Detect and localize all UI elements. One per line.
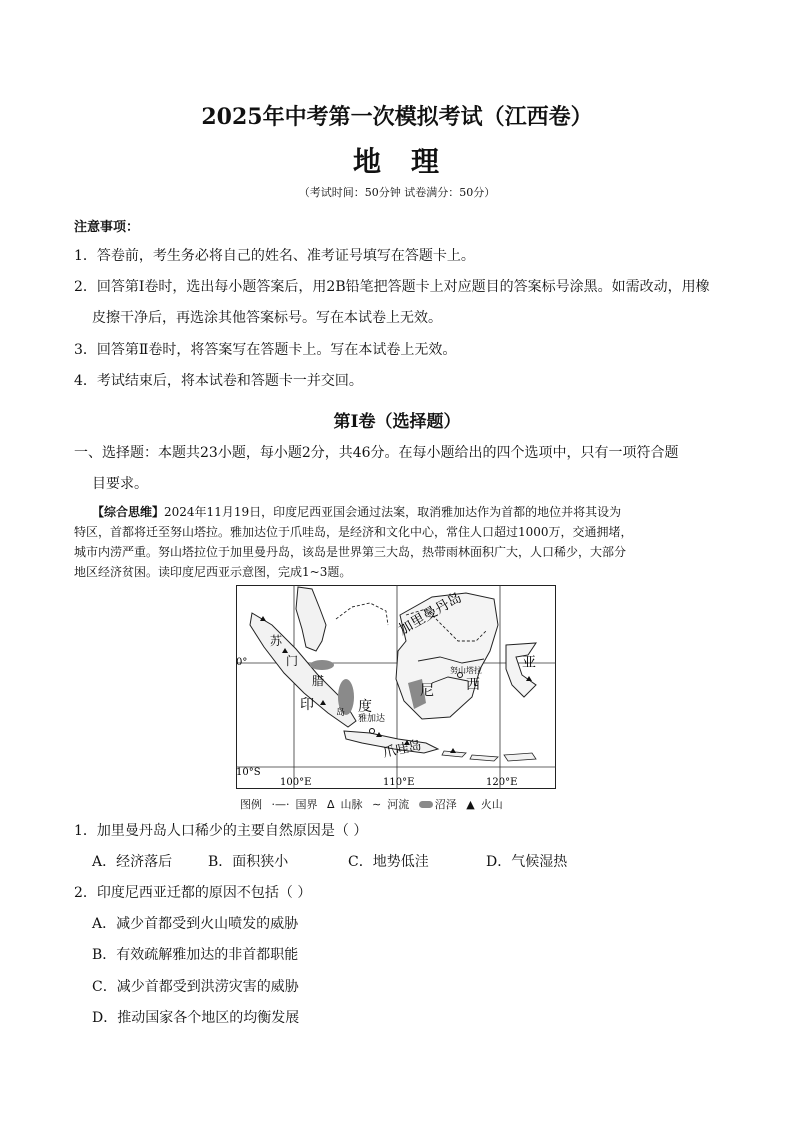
legend-mountain-icon: ᐃ: [327, 798, 335, 811]
label-java: 爪哇岛: [381, 738, 423, 761]
question-2-option-c[interactable]: C．减少首都受到洪涝灾害的威胁: [92, 979, 299, 995]
context-text-1: 2024年11月19日，印度尼西亚国会通过法案，取消雅加达作为首都的地位并将其设为: [164, 505, 622, 519]
label-ni: 尼: [420, 683, 434, 699]
context-line-1: [92, 502, 621, 522]
question-1-option-a[interactable]: A．经济落后: [92, 854, 173, 870]
subject-char-2: 理: [411, 145, 442, 178]
question-2-option-d[interactable]: D．推动国家各个地区的均衡发展: [92, 1010, 300, 1026]
label-lon110: 110°E: [383, 777, 415, 788]
legend-border-icon: ·—·: [271, 798, 290, 811]
label-men: 门: [286, 654, 299, 668]
label-jakarta: 雅加达: [358, 714, 386, 724]
question-1-option-b[interactable]: B．面积狭小: [208, 854, 289, 870]
label-dao: 岛: [336, 708, 346, 718]
exam-meta: （考试时间：50分钟 试卷满分：50分）: [298, 186, 496, 199]
context-tag: 【综合思维】: [92, 505, 165, 519]
subject-char-1: 地: [352, 145, 383, 178]
context-line-3: 城市内涝严重。努山塔拉位于加里曼丹岛，该岛是世界第三大岛，热带雨林面积广大，人口稀少，大部分: [74, 545, 627, 559]
question-2-stem: 2．印度尼西亚迁都的原因不包括（ ）: [74, 885, 312, 901]
swamp-mark: [310, 660, 334, 670]
legend-mountain: 山脉: [340, 798, 363, 811]
subject-title: [0, 140, 794, 180]
label-lat0: 0°: [236, 657, 248, 668]
label-la: 腊: [312, 674, 325, 688]
question-1-stem: 1．加里曼丹岛人口稀少的主要自然原因是（ ）: [74, 823, 368, 839]
label-ya: 亚: [522, 655, 536, 671]
legend-volcano-icon: ▲: [466, 798, 475, 811]
label-nusantara: 努山塔拉: [450, 666, 482, 675]
label-xi: 西: [466, 677, 480, 693]
label-su: 苏: [270, 634, 283, 648]
label-yin: 印: [300, 697, 314, 713]
instruction-line-1: 一、选择题：本题共23小题，每小题2分，共46分。在每小题给出的四个选项中，只有一项符合题: [74, 445, 679, 461]
question-2-option-b[interactable]: B．有效疏解雅加达的非首都职能: [92, 947, 299, 963]
question-2-option-a[interactable]: A．减少首都受到火山喷发的威胁: [92, 916, 299, 932]
context-line-4: 地区经济贫困。读印度尼西亚示意图，完成1~3题。: [74, 565, 352, 579]
indonesia-map: [236, 585, 556, 789]
legend-swamp-icon: [419, 801, 433, 808]
label-kalimantan: 加里曼丹岛: [396, 589, 465, 639]
notice-item: 3．回答第Ⅱ卷时，将答案写在答题卡上。写在本试卷上无效。: [74, 342, 457, 358]
section-title: 第Ⅰ卷（选择题）: [333, 412, 461, 432]
exam-title: 2025年中考第一次模拟考试（江西卷）: [201, 104, 593, 130]
instruction-line-2: 目要求。: [92, 476, 148, 492]
notice-item: 1．答卷前，考生务必将自己的姓名、准考证号填写在答题卡上。: [74, 248, 475, 264]
label-lon100: 100°E: [280, 777, 312, 788]
legend-border: 国界: [295, 798, 318, 811]
question-1-option-c[interactable]: C．地势低洼: [348, 854, 429, 870]
notice-item: 4．考试结束后，将本试卷和答题卡一并交回。: [74, 373, 363, 389]
question-1-option-d[interactable]: D．气候湿热: [486, 854, 568, 870]
legend-swamp: 沼泽: [434, 798, 457, 811]
label-du: 度: [358, 699, 372, 715]
legend-river-icon: ∼: [372, 798, 382, 811]
label-lon120: 120°E: [486, 777, 518, 788]
notice-item-continued: 皮擦干净后，再选涂其他答案标号。写在本试卷上无效。: [92, 310, 442, 326]
map-legend: [240, 796, 509, 812]
notice-item: 2．回答第Ⅰ卷时，选出每小题答案后，用2B铅笔把答题卡上对应题目的答案标号涂黑。如需改动，用橡: [74, 279, 710, 295]
legend-volcano: 火山: [480, 798, 503, 811]
context-line-2: 特区，首都将迁至努山塔拉。雅加达位于爪哇岛，是经济和文化中心，常住人口超过1000万，交通拥堵，: [74, 525, 633, 539]
legend-label: 图例: [240, 798, 262, 811]
notice-heading: 注意事项：: [74, 220, 140, 235]
legend-river: 河流: [387, 798, 410, 811]
label-lat10s: 10°S: [236, 767, 261, 778]
